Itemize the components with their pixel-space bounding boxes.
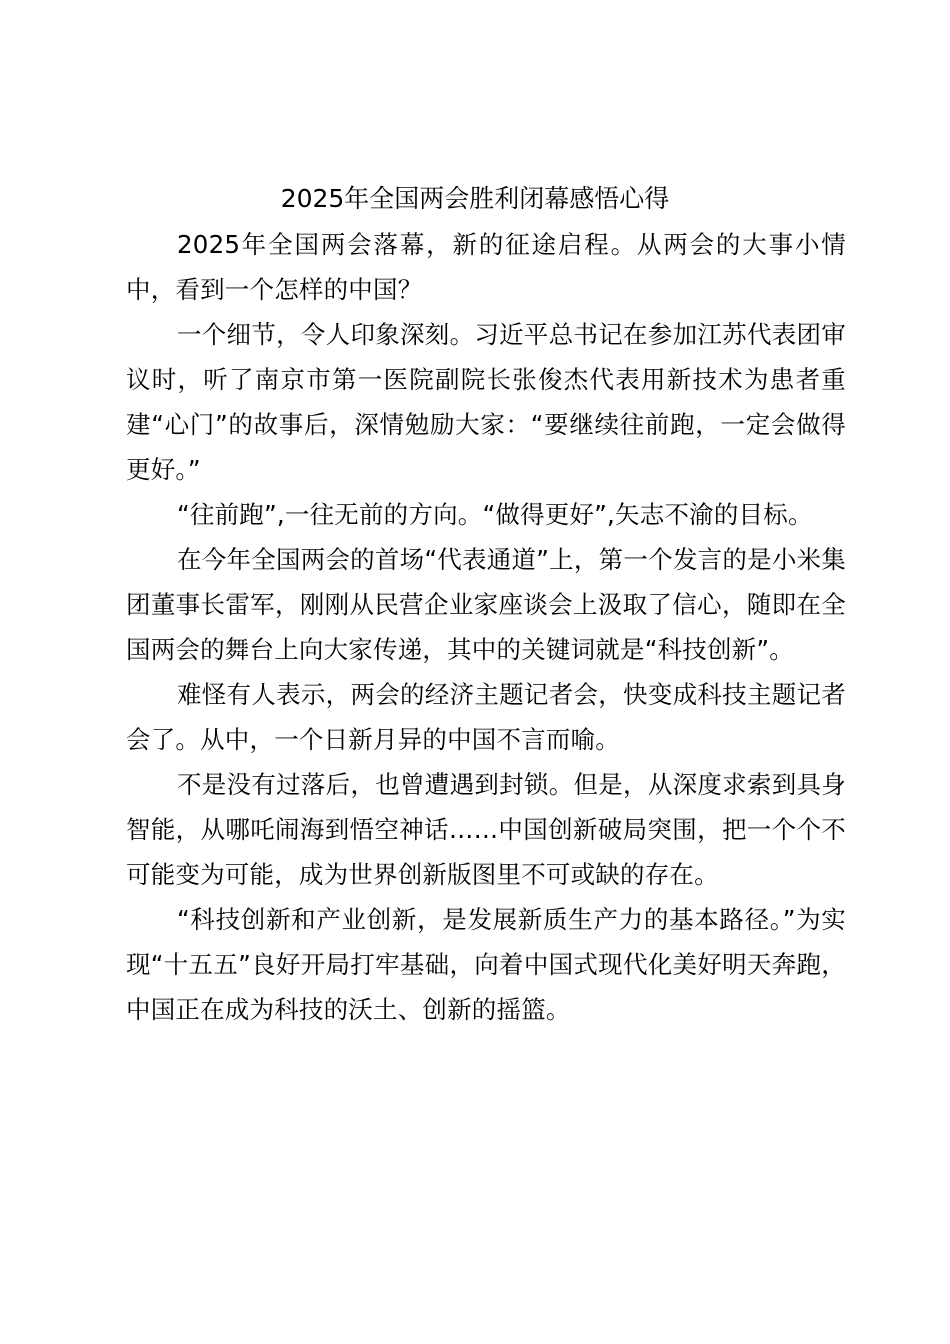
- document-title: 2025年全国两会胜利闭幕感悟心得: [280, 184, 670, 213]
- paragraph-3: “往前跑”,一往无前的方向。“做得更好”,矢志不渝的目标。: [177, 500, 813, 529]
- paragraph-1: 2025年全国两会落幕，新的征途启程。从两会的大事小情中，看到一个怎样的中国？: [126, 230, 846, 304]
- paragraph-6: 不是没有过落后，也曾遭遇到封锁。但是，从深度求索到具身智能，从哪吒闹海到悟空神话……中国创新破局突围，把一个个不可能变为可能，成为世界创新版图里不可或缺的存在。: [126, 770, 846, 889]
- paragraph-4: 在今年全国两会的首场“代表通道”上，第一个发言的是小米集团董事长雷军，刚刚从民营企业家座谈会上汲取了信心，随即在全国两会的舞台上向大家传递，其中的关键词就是“科技创新”。: [126, 545, 846, 664]
- paragraph-7: “科技创新和产业创新，是发展新质生产力的基本路径。”为实现“十五五”良好开局打牢基础，向着中国式现代化美好明天奔跑，中国正在成为科技的沃土、创新的摇篮。: [126, 905, 846, 1024]
- paragraph-5: 难怪有人表示，两会的经济主题记者会，快变成科技主题记者会了。从中，一个日新月异的中国不言而喻。: [126, 680, 846, 754]
- paragraph-2: 一个细节，令人印象深刻。习近平总书记在参加江苏代表团审议时，听了南京市第一医院副院长张俊杰代表用新技术为患者重建“心门”的故事后，深情勉励大家：“要继续往前跑，一定会做得更好。”: [126, 320, 846, 484]
- document-body: [126, 222, 846, 1032]
